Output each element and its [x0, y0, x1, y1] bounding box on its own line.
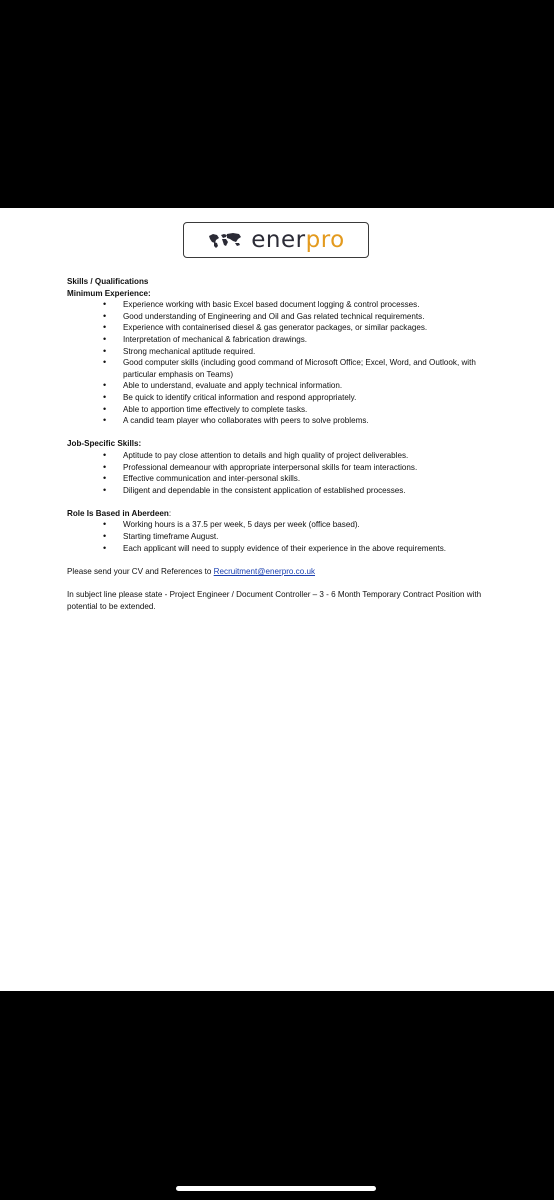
list-item-text: Able to understand, evaluate and apply technical information.: [123, 381, 343, 391]
list-item: [67, 392, 497, 404]
list-item: [67, 380, 497, 392]
list-item: [67, 357, 497, 380]
list-item-text: Experience working with basic Excel based document logging & control processes.: [123, 300, 420, 310]
list-item-text: A candid team player who collaborates with peers to solve problems.: [123, 416, 369, 426]
logo-text-part2: pro: [305, 226, 345, 253]
bullet: •: [103, 473, 107, 484]
logo-text-part1: ener: [251, 226, 306, 253]
bullet: •: [103, 449, 107, 460]
contact-prefix: Please send your CV and References to: [67, 566, 214, 576]
list-item: [67, 415, 497, 427]
list-item: [67, 404, 497, 416]
home-indicator[interactable]: [176, 1186, 376, 1191]
bullet: •: [103, 391, 107, 402]
bullet: •: [103, 484, 107, 495]
world-map-icon: [207, 232, 243, 248]
role-location-list: [67, 519, 497, 554]
list-item-text: Working hours is a 37.5 per week, 5 days per week (office based).: [123, 520, 360, 530]
document-body: [67, 276, 497, 612]
list-item-text: Interpretation of mechanical & fabrication drawings.: [123, 334, 308, 344]
list-item-text: Professional demeanour with appropriate interpersonal skills for team interactions.: [123, 462, 418, 472]
bullet: •: [103, 519, 107, 530]
minimum-experience-list: [67, 299, 497, 427]
list-item-text: Be quick to identify critical information and respond appropriately.: [123, 392, 357, 402]
email-link[interactable]: Recruitment@enerpro.co.uk: [213, 566, 316, 576]
job-specific-list: [67, 450, 497, 496]
bullet: •: [103, 322, 107, 333]
list-item: [67, 299, 497, 311]
logo-wordmark: [251, 226, 345, 253]
job-specific-heading: Job-Specific Skills:: [67, 439, 142, 449]
subject-line-instruction: In subject line please state - Project Engineer / Document Controller – 3 - 6 Month Temporary Contract Position with potential to be extended.: [67, 590, 482, 611]
bullet: •: [103, 531, 107, 542]
list-item-text: Strong mechanical aptitude required.: [123, 346, 256, 356]
list-item: [67, 531, 497, 543]
role-location-heading: Role Is Based in Aberdeen: [67, 508, 169, 518]
list-item: [67, 334, 497, 346]
list-item: [67, 519, 497, 531]
list-item: [67, 322, 497, 334]
list-item-text: Effective communication and inter-personal skills.: [123, 474, 301, 484]
bullet: •: [103, 380, 107, 391]
list-item-text: Experience with containerised diesel & gas generator packages, or similar packages.: [123, 323, 428, 333]
list-item-text: Starting timeframe August.: [123, 532, 219, 542]
bullet: •: [103, 415, 107, 426]
bullet: •: [103, 357, 107, 368]
list-item: [67, 346, 497, 358]
section-title: Skills / Qualifications: [67, 277, 149, 286]
list-item: [67, 473, 497, 485]
enerpro-logo: [183, 222, 369, 258]
bullet: •: [103, 333, 107, 344]
list-item: [67, 485, 497, 497]
list-item-text: Aptitude to pay close attention to details and high quality of project deliverables.: [123, 450, 409, 460]
list-item: [67, 450, 497, 462]
list-item: [67, 311, 497, 323]
role-location-heading-line: [67, 508, 497, 520]
list-item-text: Good computer skills (including good command of Microsoft Office; Excel, Word, and Outlook, with particular emphasis on Teams): [123, 358, 476, 379]
list-item-text: Able to apportion time effectively to complete tasks.: [123, 404, 308, 414]
bullet: •: [103, 345, 107, 356]
list-item-text: Each applicant will need to supply evidence of their experience in the above requirements.: [123, 543, 447, 553]
document-page: [0, 208, 554, 991]
bullet: •: [103, 299, 107, 310]
minimum-experience-heading: Minimum Experience:: [67, 288, 151, 298]
list-item-text: Diligent and dependable in the consistent application of established processes.: [123, 485, 406, 495]
bullet: •: [103, 403, 107, 414]
bullet: •: [103, 310, 107, 321]
bullet: •: [103, 542, 107, 553]
role-location-colon: :: [168, 508, 172, 518]
list-item-text: Good understanding of Engineering and Oil and Gas related technical requirements.: [123, 311, 425, 321]
list-item: [67, 543, 497, 555]
contact-line: [67, 566, 497, 578]
list-item: [67, 462, 497, 474]
bullet: •: [103, 461, 107, 472]
